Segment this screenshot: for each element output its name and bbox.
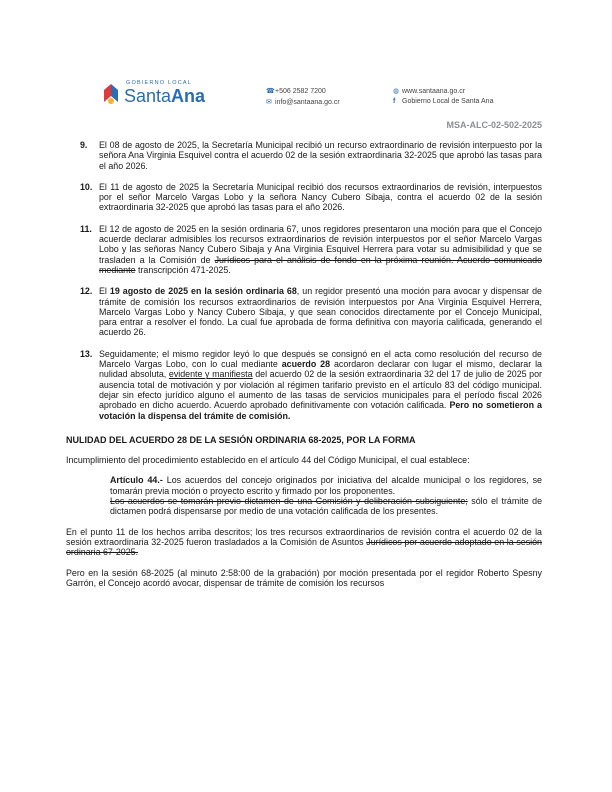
facebook-text: Gobierno Local de Santa Ana <box>402 98 494 105</box>
paragraph-text: En el punto 11 de los hechos arriba descritos; los tres recursos extraordinarios de revisión contra el acuerdo 02 de la sesión extraordinaria 32-2025 fueron trasladados a la Comisión de Asuntos <box>66 526 542 547</box>
quote-label: Artículo 44.- <box>110 475 163 486</box>
item-text: El 08 de agosto de 2025, la Secretaría Municipal recibió un recurso extraordinario de revisión interpuesto por la señora Ana Virginia Esquivel contra el acuerdo 02 de la sesión extraordinaria 32-2025 que aprobó las tasas para el año 2026. <box>99 140 542 171</box>
item-number: 11. <box>80 223 92 234</box>
section-heading: NULIDAD DEL ACUERDO 28 DE LA SESIÓN ORDINARIA 68-2025, POR LA FORMA <box>66 434 416 445</box>
contact-phone <box>266 87 326 95</box>
list-item <box>66 182 542 213</box>
item-text: , un regidor presentó una moción para avocar y dispensar de trámite de comisión los recursos extraordinarios de revisión interpuestos por Ana Virginia Esquivel Herrera, Marcelo Vargas Lobo y Nancy Cubero Sibaja, y que sean conocidos directamente por el Concejo Municipal, para entrar a resolver el fondo. La cual fue aprobada de forma definitiva con mayoría calificada, generando el acuerdo 26. <box>99 286 542 338</box>
phone-icon: ☎ <box>266 88 275 95</box>
list-item <box>66 349 542 421</box>
quote-text: Los acuerdos del concejo originados por iniciativa del alcalde municipal o los regidores, se tomarán previa moción o proyecto escrito y firmado por los proponentes. <box>110 475 542 496</box>
document-reference: MSA-ALC-02-502-2025 <box>446 120 542 130</box>
item-text: acordaron declarar con lugar el mismo, declarar la nulidad absoluta, <box>99 359 542 380</box>
item-text: El 11 de agosto de 2025 la Secretaría Municipal recibió dos recursos extraordinarios de revisión, interpuestos por el señor Marcelo Vargas Lobo y la señora Nancy Cubero Sibaja, contra el acuerdo 02 de la sesión extraordinaria 32-2025 que aprobó las tasas para el año 2026. <box>99 181 542 213</box>
phone-text: +506 2582 7200 <box>275 88 326 95</box>
website-text: www.santaana.go.cr <box>402 88 466 95</box>
item-text: del acuerdo 02 de la sesión extraordinaria 32 del 17 de julio de 2025 por ausencia total de motivación y por violación al régimen tarifario previsto en el artículo 83 del código municipal. dejar sin efecto jurídico alguno el aumento de las tasas de servicios municipales para el período fiscal 2026 aprobado en dicho acuerdo. Acuerdo aprobado definitivamente con votación calificada. <box>99 369 543 411</box>
logo-name-part-a: Santa <box>124 86 172 106</box>
email-text: info@santaana.go.cr <box>275 99 340 106</box>
list-item <box>66 140 542 171</box>
list-item <box>66 286 542 337</box>
item-number: 10. <box>80 181 93 192</box>
mail-icon: ✉ <box>266 99 272 106</box>
paragraph: Pero en la sesión 68-2025 (al minuto 2:58:00 de la grabación) por moción presentada por el regidor Roberto Spesny Garrón, el Concejo acordó avocar, dispensar de trámite de comisión los recursos <box>66 567 542 588</box>
item-text-bold: acuerdo 28 <box>281 359 331 370</box>
paragraph <box>66 527 542 558</box>
item-text: El 12 de agosto de 2025 en la sesión ordinaria 67, unos regidores presentaron una moción para que el Concejo acuerde declarar admisibles los recursos extraordinarios de revisión interpuestos por el señor Marcelo Vargas Lobo y las señoras Nancy Cubero Sibaja y Ana Virginia Esquivel Herrera para votar su admisibilidad y que se trasladen a la Comisión de <box>99 223 542 265</box>
item-text-bold: 19 agosto de 2025 en la sesión ordinaria 68 <box>109 286 297 297</box>
item-text: El <box>99 286 110 297</box>
logo-name <box>124 86 205 107</box>
item-text-underlined: evidente y manifiesta <box>168 369 253 380</box>
facebook-icon: f <box>393 98 396 105</box>
globe-icon: ◍ <box>393 88 400 95</box>
paragraph-text-struck: Jurídicos por acuerdo adoptado en la sesión ordinaria 67-2025. <box>66 536 542 558</box>
item-text-bold: Pero no sometieron a votación la dispensa del trámite de comisión. <box>99 400 542 421</box>
logo-mark-icon <box>100 82 122 106</box>
document-body <box>66 140 542 598</box>
contact-website <box>393 87 465 95</box>
item-text: transcripción 471-2025. <box>135 264 231 275</box>
list-item <box>66 224 542 275</box>
quote-text: sólo el trámite de dictamen podrá dispensarse por medio de una votación calificada de los presentes. <box>110 496 543 517</box>
logo-subtitle: GOBIERNO LOCAL <box>126 80 193 86</box>
item-number: 9. <box>80 140 88 150</box>
item-text: Seguidamente; el mismo regidor leyó lo que después se consignó en el acta como resolución del recurso de Marcelo Vargas Lobo, con lo cual mediante <box>99 348 542 370</box>
letterhead <box>0 0 612 130</box>
paragraph: Incumplimiento del procedimiento establecido en el artículo 44 del Código Municipal, el cual establece: <box>66 455 470 466</box>
contact-facebook <box>393 98 493 105</box>
quote-text-struck: Los acuerdos se tomarán previo dictamen de una Comisión y deliberación subsiguiente; <box>110 496 468 507</box>
legal-quote <box>110 475 542 516</box>
logo-name-part-b: Ana <box>171 86 206 106</box>
item-number: 13. <box>80 348 93 359</box>
contact-email <box>266 98 340 106</box>
item-number: 12. <box>80 286 93 297</box>
municipal-logo <box>100 80 260 114</box>
item-text-struck: Jurídicos para el análisis de fondo en la próxima reunión. Acuerdo comunicado mediante <box>99 254 543 275</box>
